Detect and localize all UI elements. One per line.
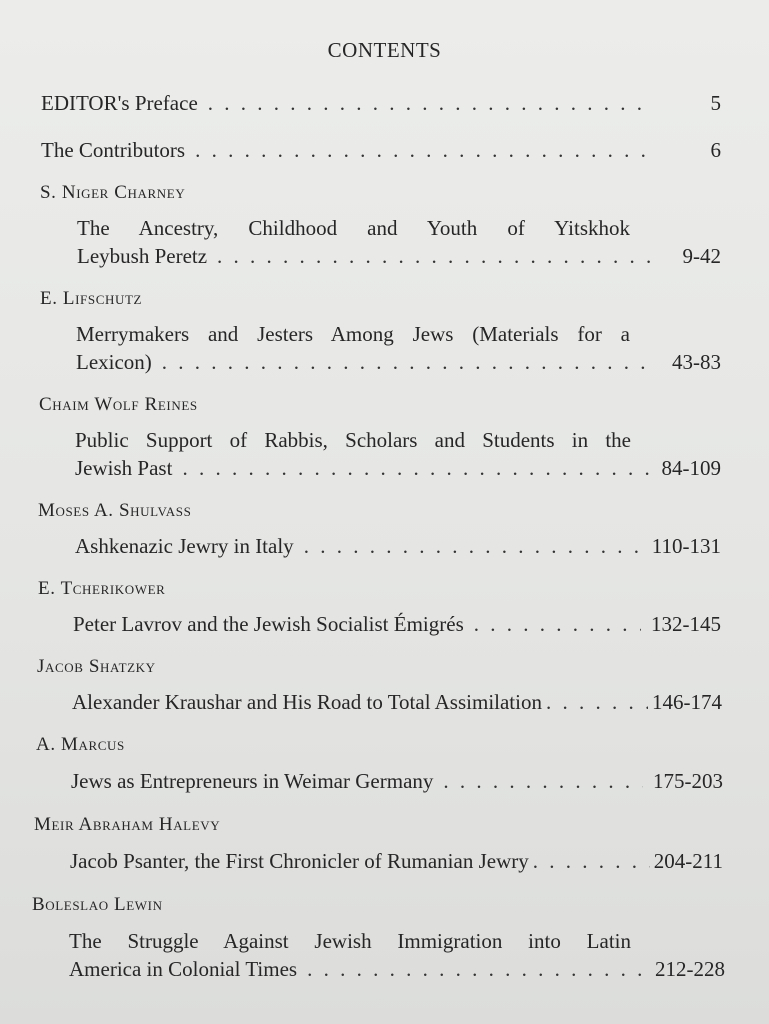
author-name: S. Niger Charney — [40, 182, 186, 203]
dot-leader — [443, 768, 643, 794]
entry-pages: 204-211 — [653, 849, 723, 873]
entry-pages: 212-228 — [655, 957, 725, 981]
toc-entry[interactable] — [72, 689, 722, 715]
author-name: Moses A. Shulvass — [38, 500, 192, 521]
entry-title: Peter Lavrov and the Jewish Socialist Émigrés — [73, 612, 464, 636]
dot-leader — [195, 137, 651, 163]
dot-leader — [307, 956, 645, 982]
author-name: Jacob Shatzky — [37, 656, 156, 677]
entry-pages: 9-42 — [682, 244, 721, 268]
entry-pages: 175-203 — [653, 769, 723, 793]
author-name: A. Marcus — [36, 734, 125, 755]
toc-entry[interactable] — [75, 455, 721, 481]
toc-entry[interactable] — [70, 848, 723, 874]
dot-leader — [546, 689, 648, 715]
entry-title: Jacob Psanter, the First Chronicler of Rumanian Jewry — [70, 849, 529, 873]
entry-title: Leybush Peretz — [77, 244, 208, 268]
entry-pages: 5 — [710, 91, 721, 115]
entry-title-line: Merrymakers and Jesters Among Jews (Materials for a — [76, 322, 630, 346]
entry-title-line: Public Support of Rabbis, Scholars and Students in the — [75, 428, 631, 452]
author-name: E. Tcherikower — [38, 578, 166, 599]
entry-title-line: The Ancestry, Childhood and Youth of Yitskhok — [77, 216, 630, 240]
toc-entry[interactable] — [77, 243, 721, 269]
entry-pages: 132-145 — [651, 612, 721, 636]
toc-entry[interactable] — [69, 956, 725, 982]
entry-pages: 146-174 — [652, 690, 722, 714]
entry-pages: 110-131 — [651, 534, 721, 558]
page-title: CONTENTS — [327, 38, 442, 62]
author-name: Meir Abraham Halevy — [34, 814, 221, 835]
author-name: Boleslao Lewin — [32, 894, 163, 915]
dot-leader — [474, 611, 641, 637]
toc-entry[interactable] — [73, 611, 721, 637]
entry-title: The Contributors — [41, 138, 186, 162]
author-name: Chaim Wolf Reines — [39, 394, 198, 415]
author-name: E. Lifschutz — [40, 288, 143, 309]
dot-leader — [217, 243, 651, 269]
entry-title-line: The Struggle Against Jewish Immigration into Latin — [69, 929, 631, 953]
entry-pages: 6 — [710, 138, 721, 162]
toc-entry[interactable] — [41, 137, 721, 163]
dot-leader — [208, 90, 651, 116]
entry-title: America in Colonial Times — [69, 957, 298, 981]
toc-entry[interactable] — [71, 768, 723, 794]
entry-title: Alexander Kraushar and His Road to Total Assimilation — [72, 690, 542, 714]
dot-leader — [304, 533, 642, 559]
entry-title: Jews as Entrepreneurs in Weimar Germany — [71, 769, 434, 793]
entry-title: EDITOR's Preface — [41, 91, 198, 115]
entry-title: Jewish Past — [75, 456, 173, 480]
entry-pages: 43-83 — [672, 350, 721, 374]
entry-title: Lexicon) — [76, 350, 152, 374]
toc-entry[interactable] — [76, 349, 721, 375]
dot-leader — [182, 455, 651, 481]
toc-entry[interactable] — [75, 533, 721, 559]
entry-title: Ashkenazic Jewry in Italy — [75, 534, 294, 558]
entry-pages: 84-109 — [661, 456, 721, 480]
dot-leader — [533, 848, 650, 874]
dot-leader — [162, 349, 651, 375]
toc-entry[interactable] — [41, 90, 721, 116]
